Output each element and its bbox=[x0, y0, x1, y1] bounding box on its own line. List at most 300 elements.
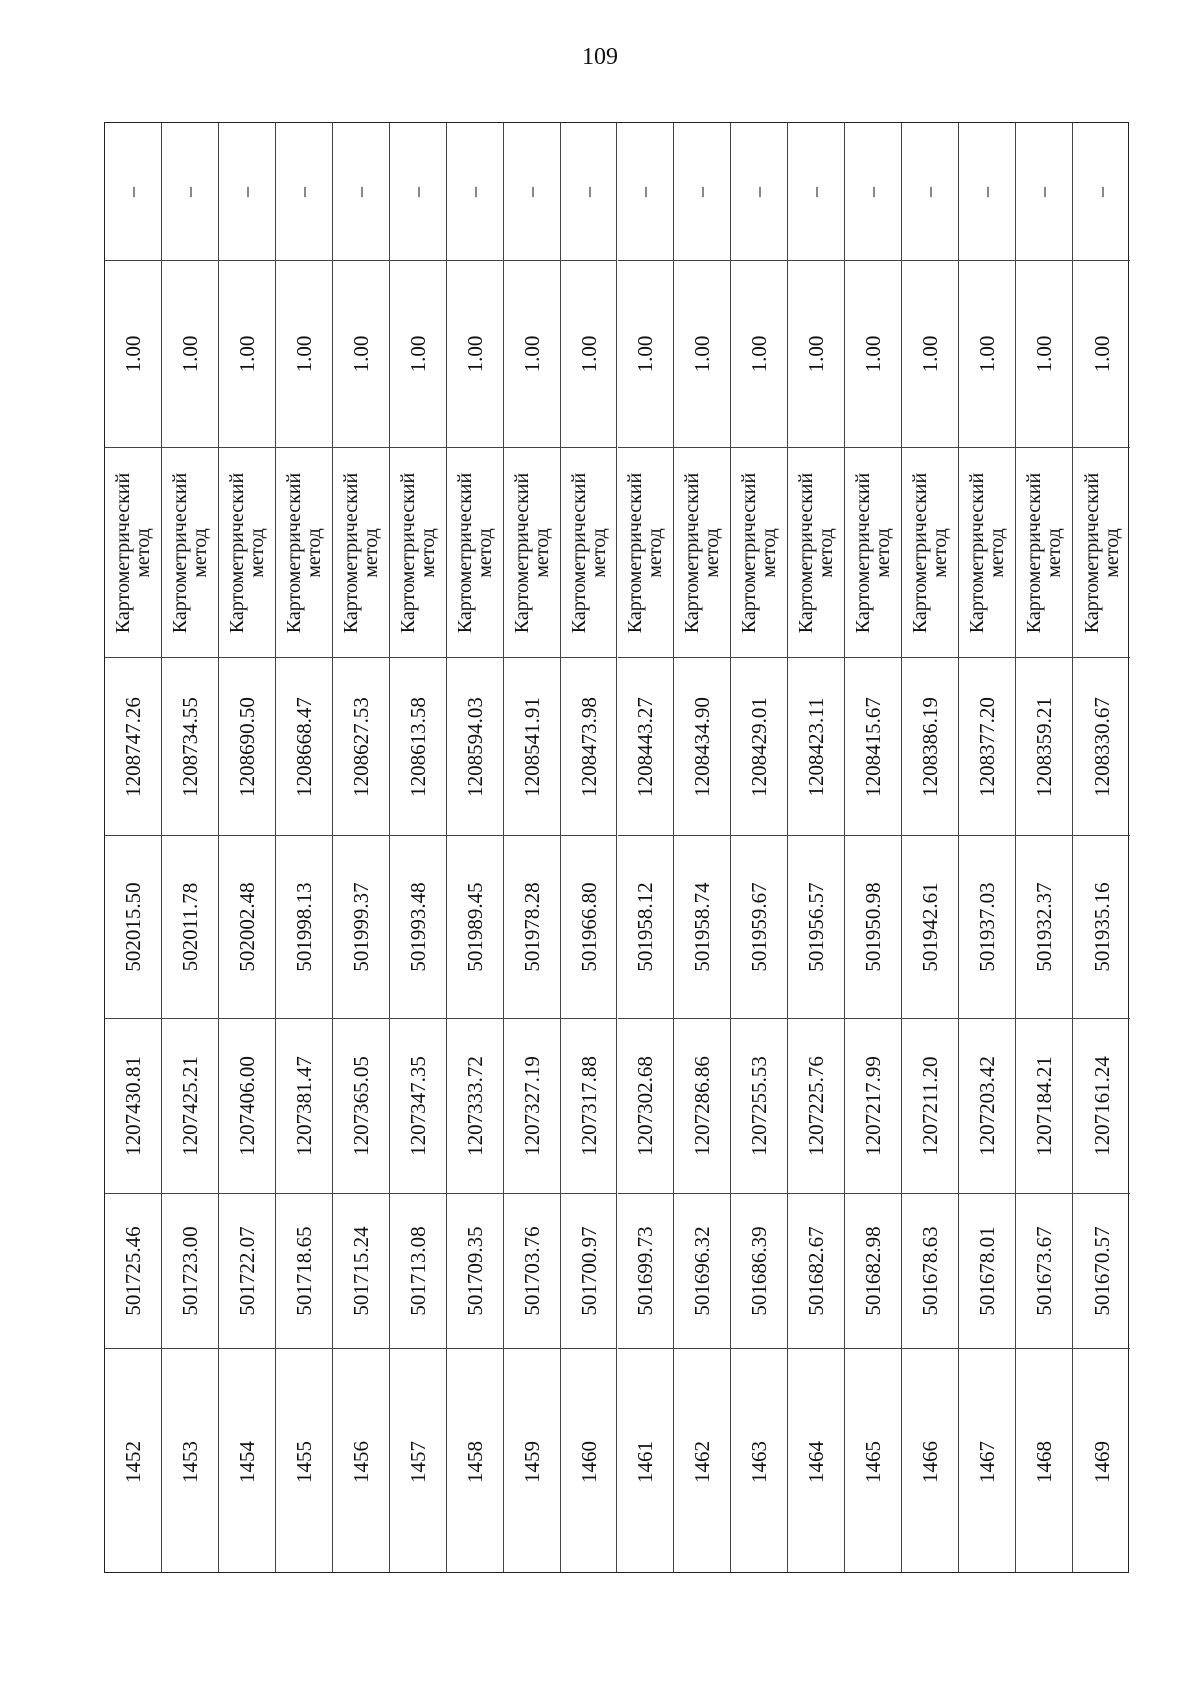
table-row bbox=[902, 123, 959, 1572]
method-line-2: метод bbox=[188, 527, 211, 578]
cell-y1 bbox=[1016, 1019, 1072, 1194]
cell-accuracy bbox=[219, 261, 275, 448]
cell-x1 bbox=[390, 1194, 446, 1349]
note-value: – bbox=[1032, 186, 1055, 197]
cell-accuracy bbox=[390, 261, 446, 448]
cell-method bbox=[219, 448, 275, 658]
method-line-1: Картометрический bbox=[966, 472, 989, 633]
method-line-1: Картометрический bbox=[453, 472, 476, 633]
cell-accuracy bbox=[504, 261, 560, 448]
cell-x1 bbox=[276, 1194, 332, 1349]
table-row bbox=[731, 123, 788, 1572]
cell-method bbox=[845, 448, 901, 658]
cell-y2 bbox=[504, 658, 560, 836]
table-row bbox=[561, 123, 618, 1572]
x2-value: 501958.74 bbox=[690, 882, 715, 972]
x2-value: 501942.61 bbox=[918, 882, 943, 972]
cell-y2 bbox=[845, 658, 901, 836]
cell-method bbox=[162, 448, 218, 658]
method-line-1: Картометрический bbox=[339, 472, 362, 633]
cell-x2 bbox=[1016, 836, 1072, 1019]
id-value: 1454 bbox=[234, 1440, 259, 1483]
cell-x1 bbox=[333, 1194, 389, 1349]
y2-value: 1208330.67 bbox=[1089, 696, 1114, 797]
y1-value: 1207430.81 bbox=[120, 1056, 145, 1156]
page-number: 109 bbox=[582, 44, 618, 70]
cell-y2 bbox=[731, 658, 787, 836]
table-row bbox=[105, 123, 162, 1572]
y2-value: 1208690.50 bbox=[234, 696, 259, 797]
id-value: 1456 bbox=[348, 1440, 373, 1483]
x1-value: 501725.46 bbox=[120, 1226, 145, 1316]
cell-x1 bbox=[788, 1194, 844, 1349]
cell-x1 bbox=[902, 1194, 958, 1349]
method-line-2: метод bbox=[302, 527, 325, 578]
method-line-2: метод bbox=[416, 527, 439, 578]
table-row bbox=[618, 123, 675, 1572]
cell-method bbox=[674, 448, 730, 658]
note-value: – bbox=[463, 186, 486, 197]
accuracy-value: 1.00 bbox=[1032, 335, 1057, 373]
table-row bbox=[504, 123, 561, 1572]
note-value: – bbox=[292, 186, 315, 197]
accuracy-value: 1.00 bbox=[804, 335, 829, 373]
x2-value: 501935.16 bbox=[1089, 882, 1114, 972]
cell-y1 bbox=[845, 1019, 901, 1194]
y2-value: 1208613.58 bbox=[405, 696, 430, 797]
x1-value: 501722.07 bbox=[234, 1226, 259, 1316]
x1-value: 501678.63 bbox=[918, 1226, 943, 1316]
cell-x1 bbox=[504, 1194, 560, 1349]
cell-x2 bbox=[390, 836, 446, 1019]
method-line-2: метод bbox=[245, 527, 268, 578]
method-line-2: метод bbox=[644, 527, 667, 578]
table-row bbox=[1016, 123, 1073, 1572]
cell-x1 bbox=[731, 1194, 787, 1349]
cell-note bbox=[447, 123, 503, 261]
y2-value: 1208594.03 bbox=[462, 696, 487, 797]
id-value: 1464 bbox=[804, 1440, 829, 1483]
accuracy-value: 1.00 bbox=[747, 335, 772, 373]
cell-accuracy bbox=[105, 261, 161, 448]
cell-x2 bbox=[618, 836, 674, 1019]
x1-value: 501682.98 bbox=[861, 1226, 886, 1316]
method-text bbox=[569, 472, 609, 632]
cell-y1 bbox=[219, 1019, 275, 1194]
cell-method bbox=[105, 448, 161, 658]
cell-method bbox=[276, 448, 332, 658]
cell-y2 bbox=[447, 658, 503, 836]
y1-value: 1207161.24 bbox=[1089, 1056, 1114, 1156]
cell-x1 bbox=[618, 1194, 674, 1349]
x1-value: 501686.39 bbox=[747, 1226, 772, 1316]
cell-note bbox=[731, 123, 787, 261]
note-value: – bbox=[861, 186, 884, 197]
id-value: 1465 bbox=[861, 1440, 886, 1483]
cell-y1 bbox=[1073, 1019, 1130, 1194]
cell-accuracy bbox=[731, 261, 787, 448]
cell-id bbox=[162, 1349, 218, 1574]
x2-value: 501998.13 bbox=[291, 882, 316, 972]
method-text bbox=[284, 472, 324, 632]
cell-id bbox=[1073, 1349, 1130, 1574]
cell-id bbox=[390, 1349, 446, 1574]
cell-x2 bbox=[504, 836, 560, 1019]
method-text bbox=[455, 472, 495, 632]
method-line-2: метод bbox=[473, 527, 496, 578]
cell-x2 bbox=[902, 836, 958, 1019]
cell-y2 bbox=[333, 658, 389, 836]
cell-y1 bbox=[731, 1019, 787, 1194]
cell-x1 bbox=[674, 1194, 730, 1349]
y1-value: 1207333.72 bbox=[462, 1056, 487, 1156]
note-value: – bbox=[918, 186, 941, 197]
cell-y2 bbox=[561, 658, 617, 836]
table-row bbox=[788, 123, 845, 1572]
cell-y1 bbox=[959, 1019, 1015, 1194]
note-value: – bbox=[975, 186, 998, 197]
cell-id bbox=[561, 1349, 617, 1574]
id-value: 1453 bbox=[177, 1440, 202, 1483]
cell-id bbox=[902, 1349, 958, 1574]
method-line-2: метод bbox=[530, 527, 553, 578]
id-value: 1457 bbox=[405, 1440, 430, 1483]
method-line-1: Картометрический bbox=[1023, 472, 1046, 633]
note-value: – bbox=[406, 186, 429, 197]
note-value: – bbox=[577, 186, 600, 197]
method-text bbox=[113, 472, 153, 632]
method-text bbox=[739, 472, 779, 632]
cell-id bbox=[845, 1349, 901, 1574]
table-row bbox=[959, 123, 1016, 1572]
cell-x1 bbox=[105, 1194, 161, 1349]
cell-y1 bbox=[561, 1019, 617, 1194]
cell-accuracy bbox=[447, 261, 503, 448]
cell-accuracy bbox=[561, 261, 617, 448]
cell-y1 bbox=[162, 1019, 218, 1194]
method-line-1: Картометрический bbox=[1080, 472, 1103, 633]
cell-x2 bbox=[276, 836, 332, 1019]
method-text bbox=[1024, 472, 1064, 632]
cell-y2 bbox=[788, 658, 844, 836]
y2-value: 1208747.26 bbox=[120, 696, 145, 797]
method-text bbox=[512, 472, 552, 632]
cell-x2 bbox=[959, 836, 1015, 1019]
accuracy-value: 1.00 bbox=[576, 335, 601, 373]
method-line-1: Картометрический bbox=[795, 472, 818, 633]
y2-value: 1208443.27 bbox=[633, 696, 658, 797]
method-line-2: метод bbox=[587, 527, 610, 578]
note-value: – bbox=[178, 186, 201, 197]
x2-value: 501959.67 bbox=[747, 882, 772, 972]
method-text bbox=[227, 472, 267, 632]
method-line-1: Картометрический bbox=[510, 472, 533, 633]
cell-accuracy bbox=[1016, 261, 1072, 448]
cell-note bbox=[219, 123, 275, 261]
x1-value: 501700.97 bbox=[576, 1226, 601, 1316]
x2-value: 501999.37 bbox=[348, 882, 373, 972]
note-value: – bbox=[349, 186, 372, 197]
cell-y1 bbox=[447, 1019, 503, 1194]
x2-value: 501950.98 bbox=[861, 882, 886, 972]
cell-method bbox=[788, 448, 844, 658]
y2-value: 1208377.20 bbox=[975, 696, 1000, 797]
id-value: 1455 bbox=[291, 1440, 316, 1483]
method-line-2: метод bbox=[986, 527, 1009, 578]
table-row bbox=[390, 123, 447, 1572]
cell-id bbox=[731, 1349, 787, 1574]
accuracy-value: 1.00 bbox=[861, 335, 886, 373]
method-line-2: метод bbox=[1043, 527, 1066, 578]
x2-value: 502011.78 bbox=[177, 882, 202, 972]
id-value: 1469 bbox=[1089, 1440, 1114, 1483]
x2-value: 501966.80 bbox=[576, 882, 601, 972]
cell-y1 bbox=[504, 1019, 560, 1194]
cell-y2 bbox=[902, 658, 958, 836]
y1-value: 1207347.35 bbox=[405, 1056, 430, 1156]
method-text bbox=[682, 472, 722, 632]
method-line-1: Картометрический bbox=[567, 472, 590, 633]
accuracy-value: 1.00 bbox=[690, 335, 715, 373]
x1-value: 501678.01 bbox=[975, 1226, 1000, 1316]
y2-value: 1208415.67 bbox=[861, 696, 886, 797]
method-line-2: метод bbox=[359, 527, 382, 578]
cell-method bbox=[1073, 448, 1130, 658]
x2-value: 501978.28 bbox=[519, 882, 544, 972]
cell-id bbox=[1016, 1349, 1072, 1574]
cell-x2 bbox=[788, 836, 844, 1019]
y2-value: 1208429.01 bbox=[747, 696, 772, 797]
cell-x1 bbox=[219, 1194, 275, 1349]
table-row bbox=[1073, 123, 1130, 1572]
cell-x1 bbox=[1073, 1194, 1130, 1349]
x1-value: 501715.24 bbox=[348, 1226, 373, 1316]
method-line-1: Картометрический bbox=[624, 472, 647, 633]
note-value: – bbox=[804, 186, 827, 197]
table-row bbox=[674, 123, 731, 1572]
cell-method bbox=[902, 448, 958, 658]
cell-y2 bbox=[162, 658, 218, 836]
note-value: – bbox=[121, 186, 144, 197]
accuracy-value: 1.00 bbox=[633, 335, 658, 373]
accuracy-value: 1.00 bbox=[291, 335, 316, 373]
accuracy-value: 1.00 bbox=[177, 335, 202, 373]
cell-x2 bbox=[105, 836, 161, 1019]
x1-value: 501723.00 bbox=[177, 1226, 202, 1316]
y1-value: 1207317.88 bbox=[576, 1056, 601, 1156]
cell-x2 bbox=[845, 836, 901, 1019]
method-line-1: Картометрический bbox=[168, 472, 191, 633]
method-text bbox=[910, 472, 950, 632]
cell-x2 bbox=[447, 836, 503, 1019]
note-value: – bbox=[747, 186, 770, 197]
y2-value: 1208359.21 bbox=[1032, 696, 1057, 797]
note-value: – bbox=[1090, 186, 1113, 197]
cell-y1 bbox=[788, 1019, 844, 1194]
cell-y1 bbox=[276, 1019, 332, 1194]
note-value: – bbox=[235, 186, 258, 197]
cell-y1 bbox=[390, 1019, 446, 1194]
cell-accuracy bbox=[845, 261, 901, 448]
accuracy-value: 1.00 bbox=[975, 335, 1000, 373]
x2-value: 501956.57 bbox=[804, 882, 829, 972]
id-value: 1460 bbox=[576, 1440, 601, 1483]
cell-method bbox=[504, 448, 560, 658]
cell-x2 bbox=[561, 836, 617, 1019]
accuracy-value: 1.00 bbox=[405, 335, 430, 373]
cell-id bbox=[504, 1349, 560, 1574]
accuracy-value: 1.00 bbox=[519, 335, 544, 373]
method-text bbox=[625, 472, 665, 632]
id-value: 1466 bbox=[918, 1440, 943, 1483]
cell-y2 bbox=[276, 658, 332, 836]
cell-note bbox=[561, 123, 617, 261]
x1-value: 501718.65 bbox=[291, 1226, 316, 1316]
cell-accuracy bbox=[959, 261, 1015, 448]
cell-id bbox=[674, 1349, 730, 1574]
cell-method bbox=[1016, 448, 1072, 658]
x1-value: 501696.32 bbox=[690, 1226, 715, 1316]
cell-y1 bbox=[105, 1019, 161, 1194]
table-row bbox=[333, 123, 390, 1572]
y1-value: 1207327.19 bbox=[519, 1056, 544, 1156]
cell-y2 bbox=[959, 658, 1015, 836]
table-row bbox=[447, 123, 504, 1572]
cell-y2 bbox=[390, 658, 446, 836]
method-line-1: Картометрический bbox=[738, 472, 761, 633]
cell-note bbox=[105, 123, 161, 261]
cell-y2 bbox=[618, 658, 674, 836]
x1-value: 501673.67 bbox=[1032, 1226, 1057, 1316]
cell-x1 bbox=[959, 1194, 1015, 1349]
id-value: 1459 bbox=[519, 1440, 544, 1483]
method-text bbox=[853, 472, 893, 632]
y1-value: 1207211.20 bbox=[918, 1056, 943, 1156]
cell-x1 bbox=[162, 1194, 218, 1349]
y1-value: 1207302.68 bbox=[633, 1056, 658, 1156]
table-row bbox=[276, 123, 333, 1572]
table-row bbox=[219, 123, 276, 1572]
y1-value: 1207381.47 bbox=[291, 1056, 316, 1156]
cell-note bbox=[1016, 123, 1072, 261]
cell-accuracy bbox=[618, 261, 674, 448]
id-value: 1452 bbox=[120, 1440, 145, 1483]
cell-note bbox=[618, 123, 674, 261]
cell-y2 bbox=[1073, 658, 1130, 836]
x2-value: 502002.48 bbox=[234, 882, 259, 972]
method-line-1: Картометрический bbox=[111, 472, 134, 633]
x1-value: 501682.67 bbox=[804, 1226, 829, 1316]
y1-value: 1207406.00 bbox=[234, 1056, 259, 1156]
method-line-2: метод bbox=[758, 527, 781, 578]
x2-value: 501989.45 bbox=[462, 882, 487, 972]
method-line-1: Картометрический bbox=[681, 472, 704, 633]
cell-note bbox=[333, 123, 389, 261]
cell-id bbox=[788, 1349, 844, 1574]
cell-note bbox=[162, 123, 218, 261]
method-line-1: Картометрический bbox=[396, 472, 419, 633]
accuracy-value: 1.00 bbox=[1089, 335, 1114, 373]
cell-x2 bbox=[219, 836, 275, 1019]
y2-value: 1208668.47 bbox=[291, 696, 316, 797]
cell-x2 bbox=[333, 836, 389, 1019]
cell-x2 bbox=[674, 836, 730, 1019]
cell-y2 bbox=[105, 658, 161, 836]
cell-note bbox=[674, 123, 730, 261]
cell-x2 bbox=[162, 836, 218, 1019]
cell-id bbox=[959, 1349, 1015, 1574]
cell-method bbox=[959, 448, 1015, 658]
cell-accuracy bbox=[788, 261, 844, 448]
cell-id bbox=[333, 1349, 389, 1574]
x1-value: 501703.76 bbox=[519, 1226, 544, 1316]
cell-id bbox=[618, 1349, 674, 1574]
y1-value: 1207217.99 bbox=[861, 1056, 886, 1156]
y1-value: 1207203.42 bbox=[975, 1056, 1000, 1156]
method-line-2: метод bbox=[1100, 527, 1123, 578]
method-text bbox=[398, 472, 438, 632]
accuracy-value: 1.00 bbox=[462, 335, 487, 373]
x1-value: 501709.35 bbox=[462, 1226, 487, 1316]
cell-accuracy bbox=[674, 261, 730, 448]
method-line-1: Картометрический bbox=[282, 472, 305, 633]
x2-value: 501993.48 bbox=[405, 882, 430, 972]
x2-value: 501958.12 bbox=[633, 882, 658, 972]
cell-y1 bbox=[618, 1019, 674, 1194]
method-line-1: Картометрический bbox=[852, 472, 875, 633]
id-value: 1468 bbox=[1032, 1440, 1057, 1483]
cell-method bbox=[618, 448, 674, 658]
y1-value: 1207225.76 bbox=[804, 1056, 829, 1156]
method-text bbox=[1082, 472, 1122, 632]
cell-method bbox=[447, 448, 503, 658]
cell-x1 bbox=[845, 1194, 901, 1349]
cell-note bbox=[504, 123, 560, 261]
method-line-2: метод bbox=[701, 527, 724, 578]
y2-value: 1208541.91 bbox=[519, 696, 544, 797]
cell-method bbox=[731, 448, 787, 658]
cell-x1 bbox=[1016, 1194, 1072, 1349]
cell-y1 bbox=[333, 1019, 389, 1194]
cell-id bbox=[276, 1349, 332, 1574]
cell-note bbox=[902, 123, 958, 261]
cell-id bbox=[105, 1349, 161, 1574]
id-value: 1461 bbox=[633, 1440, 658, 1483]
method-line-2: метод bbox=[929, 527, 952, 578]
x1-value: 501713.08 bbox=[405, 1226, 430, 1316]
method-text bbox=[967, 472, 1007, 632]
cell-method bbox=[333, 448, 389, 658]
cell-note bbox=[959, 123, 1015, 261]
id-value: 1463 bbox=[747, 1440, 772, 1483]
id-value: 1458 bbox=[462, 1440, 487, 1483]
cell-accuracy bbox=[333, 261, 389, 448]
cell-x1 bbox=[447, 1194, 503, 1349]
accuracy-value: 1.00 bbox=[348, 335, 373, 373]
y1-value: 1207425.21 bbox=[177, 1056, 202, 1156]
cell-accuracy bbox=[902, 261, 958, 448]
cell-x1 bbox=[561, 1194, 617, 1349]
cell-note bbox=[845, 123, 901, 261]
coordinates-table bbox=[104, 122, 1129, 1573]
y1-value: 1207286.86 bbox=[690, 1056, 715, 1156]
method-text bbox=[796, 472, 836, 632]
method-text bbox=[170, 472, 210, 632]
x2-value: 502015.50 bbox=[120, 882, 145, 972]
cell-y1 bbox=[902, 1019, 958, 1194]
cell-accuracy bbox=[276, 261, 332, 448]
method-line-2: метод bbox=[131, 527, 154, 578]
